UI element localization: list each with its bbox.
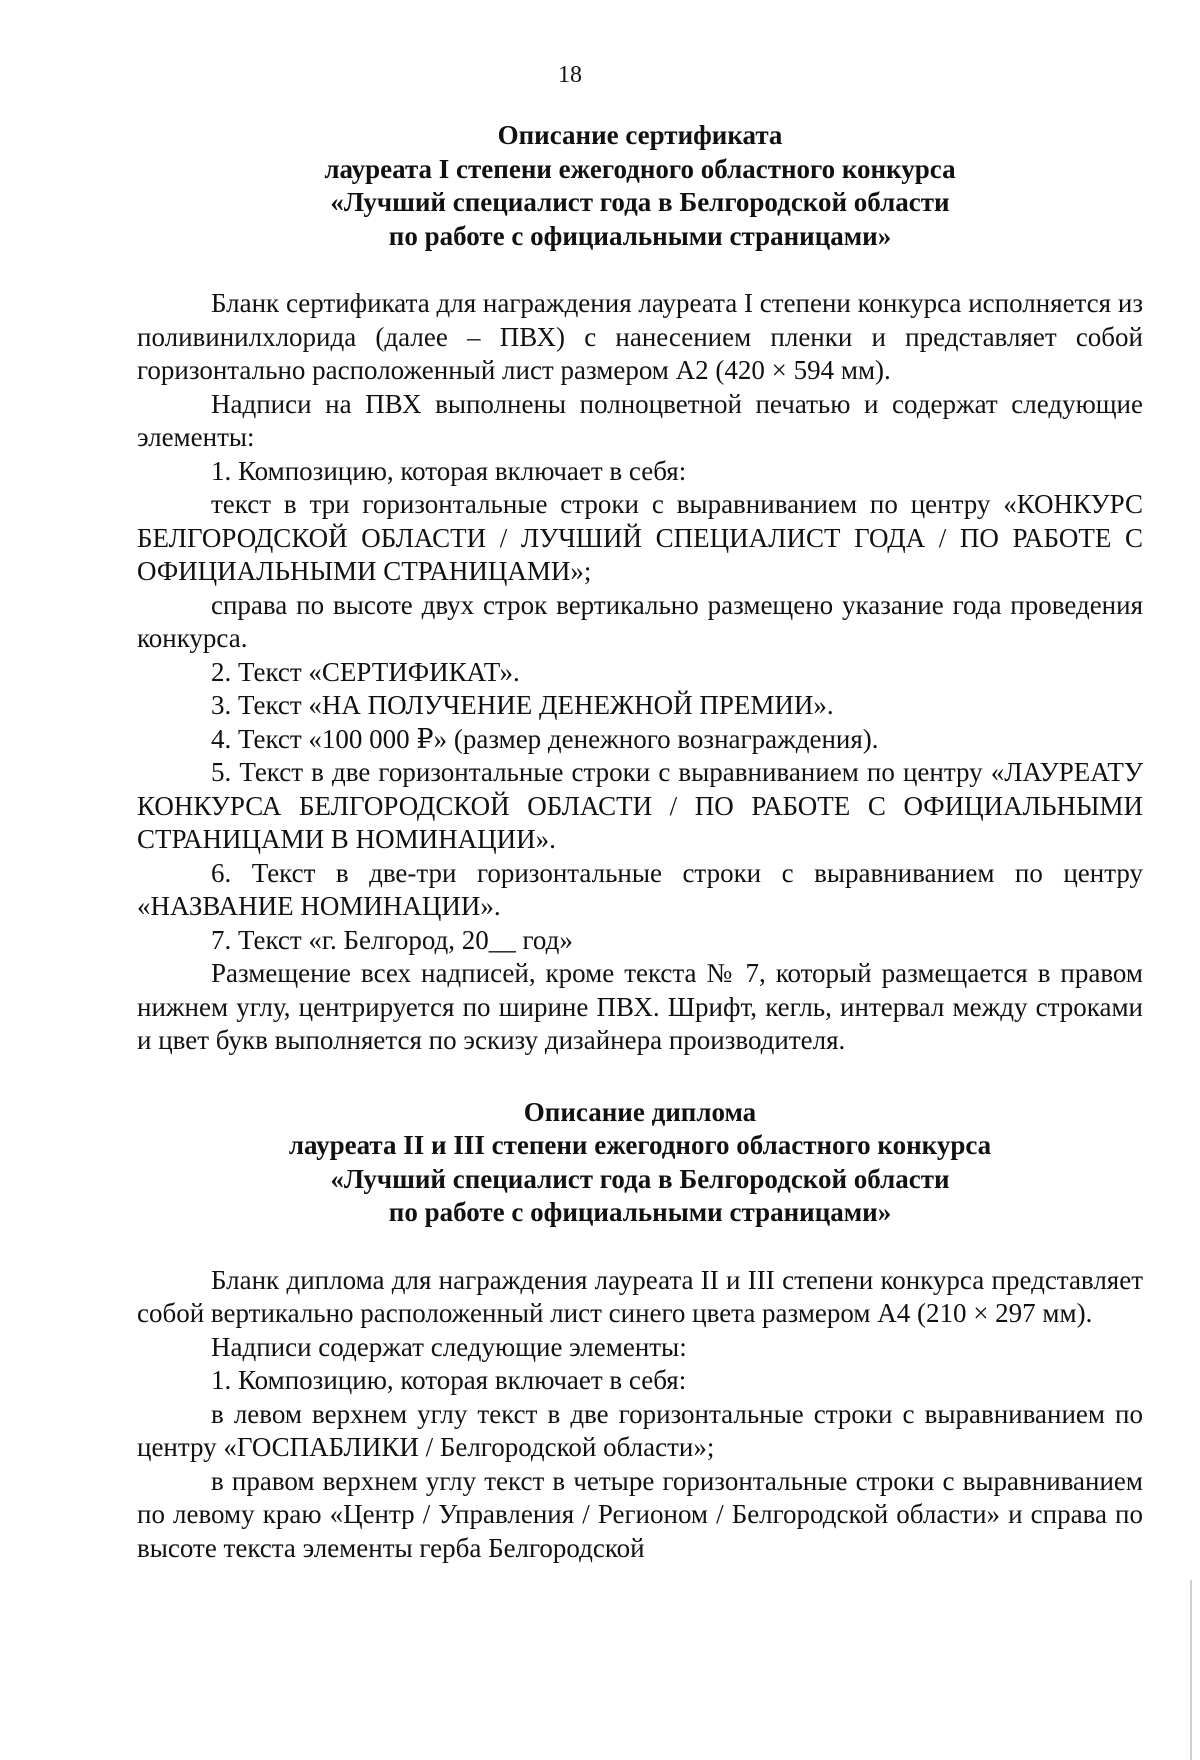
paragraph: справа по высоте двух строк вертикально размещено указание года проведения конкурса. <box>137 589 1143 653</box>
heading-line: «Лучший специалист года в Белгородской области <box>330 187 950 217</box>
list-item: 5. Текст в две горизонтальные строки с выравниванием по центру «ЛАУРЕАТУ КОНКУРСА БЕЛГОРОДСКОЙ ОБЛАСТИ / ПО РАБОТЕ С ОФИЦИАЛЬНЫМИ СТРАНИЦАМИ В НОМИНАЦИИ». <box>137 757 1143 854</box>
list-item: 1. Композицию, которая включает в себя: <box>211 455 687 486</box>
heading-line: по работе с официальными страницами» <box>388 220 892 251</box>
paragraph: текст в три горизонтальные строки с выравниванием по центру «КОНКУРС БЕЛГОРОДСКОЙ ОБЛАСТИ / ЛУЧШИЙ СПЕЦИАЛИСТ ГОДА / ПО РАБОТЕ С ОФИЦИАЛЬНЫМИ СТРАНИЦАМИ»; <box>137 489 1143 586</box>
heading-line: по работе с официальными страницами» <box>388 1197 892 1227</box>
page-number: 18 <box>558 62 582 88</box>
paragraph: Бланк диплома для награждения лауреата II и III степени конкурса представляет собой вертикально расположенный лист синего цвета размером А4 (210 × 297 мм). <box>137 1264 1143 1328</box>
paragraph: Надписи содержат следующие элементы: <box>211 1331 687 1362</box>
paragraph: в левом верхнем углу текст в две горизонтальные строки с выравниванием по центру «ГОСПАБЛИКИ / Белгородской области»; <box>137 1398 1143 1462</box>
heading-line: лауреата I степени ежегодного областного конкурса <box>324 153 956 184</box>
list-item: 6. Текст в две-три горизонтальные строки с выравниванием по центру «НАЗВАНИЕ НОМИНАЦИИ». <box>137 857 1143 921</box>
heading-line: Описание диплома <box>523 1096 757 1127</box>
paragraph: Бланк сертификата для награждения лауреата I степени конкурса исполняется из поливинилхлорида (далее – ПВХ) с нанесением пленки и представляет собой горизонтально расположенный лист размером А2 (420 × 594 мм). <box>137 288 1143 385</box>
list-item: 3. Текст «НА ПОЛУЧЕНИЕ ДЕНЕЖНОЙ ПРЕМИИ». <box>211 690 834 720</box>
heading-line: Описание сертификата <box>497 120 783 150</box>
heading-line: лауреата II и III степени ежегодного областного конкурса <box>288 1130 992 1160</box>
list-item: 2. Текст «СЕРТИФИКАТ». <box>211 656 520 687</box>
list-item: 7. Текст «г. Белгород, 20__ год» <box>211 924 573 955</box>
paragraph: Размещение всех надписей, кроме текста № 7, который размещается в правом нижнем углу, центрируется по ширине ПВХ. Шрифт, кегль, интервал между строками и цвет букв выполняется по эскизу дизайнера производителя. <box>137 958 1143 1055</box>
paragraph: Надписи на ПВХ выполнены полноцветной печатью и содержат следующие элементы: <box>137 388 1143 452</box>
list-item: 4. Текст «100 000 ₽» (размер денежного вознаграждения). <box>211 723 879 754</box>
list-item: 1. Композицию, которая включает в себя: <box>211 1365 687 1395</box>
certificate-description-heading <box>137 119 1143 253</box>
heading-line: «Лучший специалист года в Белгородской области <box>330 1163 950 1194</box>
document-body <box>137 119 1143 1565</box>
scan-edge-line <box>1190 1580 1192 1760</box>
paragraph: в правом верхнем углу текст в четыре горизонтальные строки с выравниванием по левому краю «Центр / Управления / Регионом / Белгородской области» и справа по высоте текста элементы герба Белгородской <box>137 1465 1143 1563</box>
diploma-description-heading <box>137 1096 1143 1230</box>
